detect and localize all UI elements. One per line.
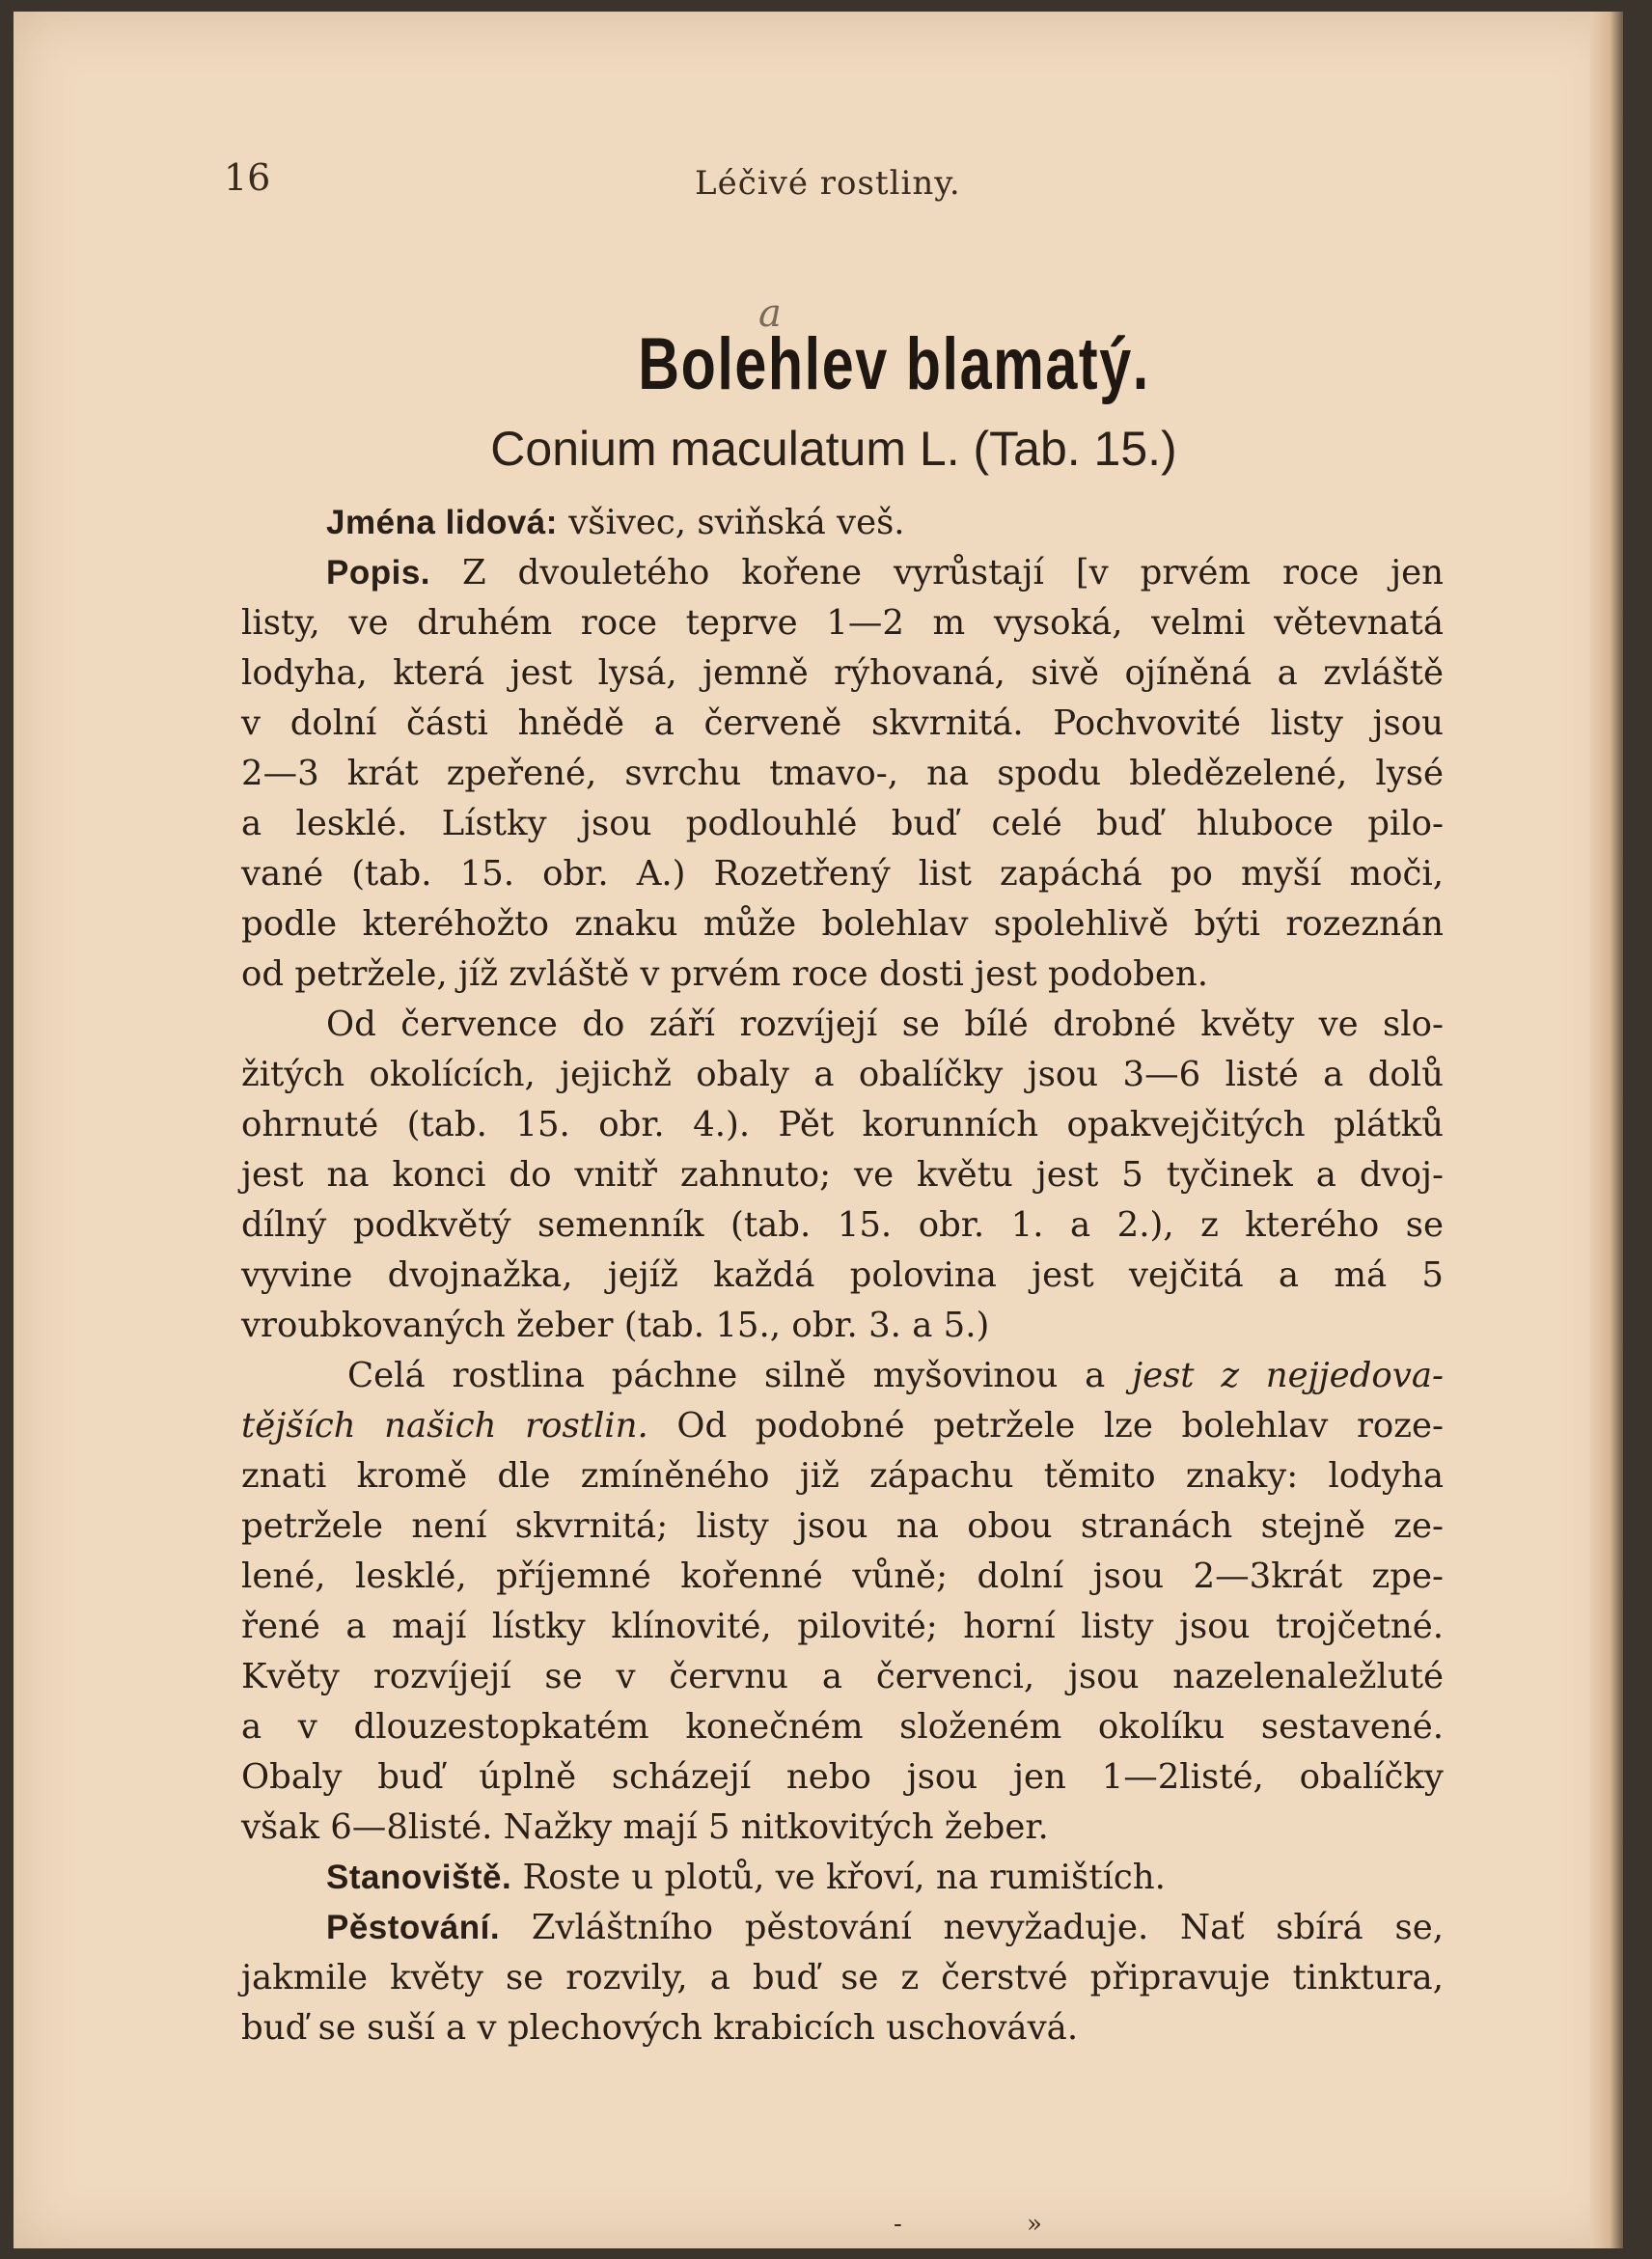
text-line: Pěstování. Zvláštního pěstování nevyžaduje. Nať sbírá se, bbox=[326, 1908, 1444, 1947]
page-number: 16 bbox=[224, 156, 271, 199]
text-line: vané (tab. 15. obr. A.) Rozetřený list zapáchá po myší moči, bbox=[241, 854, 1444, 894]
page-title: Bolehlev blamatý. bbox=[638, 323, 1150, 405]
book-page bbox=[14, 12, 1623, 2248]
habitat-paragraph: Stanoviště. Roste u plotů, ve křoví, na rumištích. bbox=[326, 1858, 1166, 1897]
text-line: jest na konci do vnitř zahnuto; ve květu jest 5 tyčinek a dvoj- bbox=[241, 1155, 1444, 1195]
text-line: znati kromě dle zmíněného již zápachu těmito znaky: lodyha bbox=[241, 1456, 1444, 1496]
text-line: a v dlouzestopkatém konečném složeném okolíku sestavené. bbox=[241, 1707, 1444, 1747]
text-line: ohrnuté (tab. 15. obr. 4.). Pět korunních opakvejčitých plátků bbox=[241, 1105, 1444, 1144]
description-paragraph bbox=[241, 548, 1444, 1000]
latin-name: Conium maculatum L. (Tab. 15.) bbox=[490, 422, 1177, 476]
emphasis-text: jest z nejjedova- bbox=[1132, 1356, 1444, 1395]
running-head: Léčivé rostliny. bbox=[695, 164, 961, 203]
text-line: vroubkovaných žeber (tab. 15., obr. 3. a 5.) bbox=[241, 1306, 990, 1345]
text-line: 2—3 krát zpeřené, svrchu tmavo-, na spodu bledězelené, lysé bbox=[241, 754, 1444, 793]
text-line: jakmile květy se rozvily, a buď se z čerstvé připravuje tinktura, bbox=[241, 1958, 1444, 1997]
toxicity-paragraph bbox=[241, 1351, 1444, 1853]
cultivation-label: Pěstování. bbox=[326, 1909, 501, 1946]
text-line: Obaly buď úplně scházejí nebo jsou jen 1—2listé, obalíčky bbox=[241, 1757, 1444, 1797]
text-line: řené a mají lístky klínovité, pilovité; horní listy jsou trojčetné. bbox=[241, 1607, 1444, 1646]
text-line: listy, ve druhém roce teprve 1—2 m vysoká, velmi větevnatá bbox=[241, 603, 1444, 643]
text-line: od petržele, jíž zvláště v prvém roce dosti jest podoben. bbox=[241, 954, 1209, 994]
text-line: a lesklé. Lístky jsou podlouhlé buď celé buď hluboce pilo- bbox=[241, 804, 1444, 843]
names-label: Jména lidová: bbox=[326, 504, 558, 541]
text-line: lodyha, která jest lysá, jemně rýhovaná, sivě ojíněná a zvláště bbox=[241, 653, 1444, 693]
text-line: v dolní části hnědě a červeně skvrnitá. Pochvovité listy jsou bbox=[241, 703, 1444, 743]
flowers-paragraph bbox=[241, 1000, 1444, 1351]
names-text: všivec, sviňská veš. bbox=[557, 503, 905, 542]
names-paragraph bbox=[241, 498, 1444, 548]
text-line: tějších našich rostlin. Od podobné petržele lze bolehlav roze- bbox=[241, 1406, 1445, 1446]
footer-mark: » bbox=[1027, 2210, 1042, 2239]
habitat-label: Stanoviště. bbox=[326, 1859, 512, 1896]
emphasis-text: tějších našich rostlin. bbox=[241, 1406, 648, 1446]
cultivation-paragraph bbox=[241, 1903, 1444, 2053]
text-line: podle kteréhožto znaku může bolehlav spolehlivě býti rozeznán bbox=[241, 904, 1444, 944]
footer-mark: - bbox=[894, 2210, 902, 2239]
text-line: žitých okolících, jejichž obaly a obalíčky jsou 3—6 listé a dolů bbox=[241, 1055, 1444, 1094]
text-line: Popis. Z dvouletého kořene vyrůstají [v prvém roce jen bbox=[326, 553, 1444, 592]
text-line: Květy rozvíjejí se v červnu a červenci, jsou nazelenaležluté bbox=[241, 1657, 1444, 1696]
page-gutter bbox=[1590, 12, 1623, 2248]
text-line: však 6—8listé. Nažky mají 5 nitkovitých žeber. bbox=[241, 1807, 1049, 1847]
description-label: Popis. bbox=[326, 554, 431, 592]
text-line: Od července do září rozvíjejí se bílé drobné květy ve slo- bbox=[326, 1005, 1444, 1044]
body-text bbox=[241, 498, 1444, 2053]
text-line: vyvine dvojnažka, jejíž každá polovina jest vejčitá a má 5 bbox=[241, 1255, 1444, 1295]
handwritten-annotation: a bbox=[758, 291, 782, 336]
text-line: petržele není skvrnitá; listy jsou na obou stranách stejně ze- bbox=[241, 1506, 1444, 1546]
text-line: Celá rostlina páchne silně myšovinou a jest z nejjedova- bbox=[347, 1356, 1444, 1395]
text-line: buď se suší a v plechových krabicích uschovává. bbox=[241, 2008, 1079, 2048]
text-line: dílný podkvětý semenník (tab. 15. obr. 1. a 2.), z kterého se bbox=[241, 1205, 1444, 1245]
text-line: lené, lesklé, příjemné kořenné vůně; dolní jsou 2—3krát zpe- bbox=[241, 1557, 1444, 1596]
